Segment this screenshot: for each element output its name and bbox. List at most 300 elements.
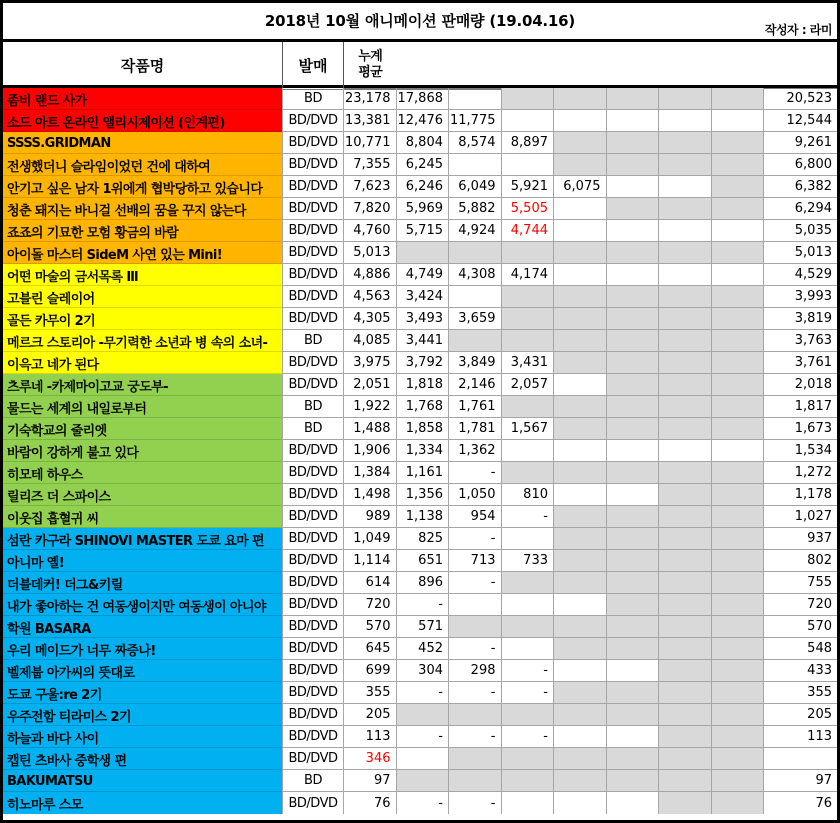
volume-6-cell bbox=[607, 704, 660, 726]
volume-2-cell: 1,161 bbox=[397, 462, 450, 484]
volume-7-cell bbox=[659, 88, 712, 110]
volume-4-cell: 810 bbox=[502, 484, 555, 506]
volume-1-cell: 205 bbox=[344, 704, 397, 726]
volume-5-cell bbox=[554, 132, 607, 154]
volume-2-cell: 3,441 bbox=[397, 330, 450, 352]
title-cell: 물드는 세계의 내일로부터 bbox=[3, 396, 283, 418]
volume-7-cell bbox=[659, 484, 712, 506]
volume-5-cell bbox=[554, 506, 607, 528]
volume-8-cell bbox=[712, 198, 765, 220]
volume-8-cell bbox=[712, 110, 765, 132]
volume-4-cell bbox=[502, 792, 555, 814]
volume-6-cell bbox=[607, 308, 660, 330]
format-cell: BD/DVD bbox=[283, 352, 344, 374]
format-cell: BD/DVD bbox=[283, 154, 344, 176]
volume-8-cell bbox=[712, 462, 765, 484]
total-average-cell: 97 bbox=[764, 770, 837, 792]
volume-2-cell: 1,334 bbox=[397, 440, 450, 462]
total-average-cell: 3,819 bbox=[764, 308, 837, 330]
format-cell: BD/DVD bbox=[283, 176, 344, 198]
volume-7-cell bbox=[659, 264, 712, 286]
volume-4-cell bbox=[502, 462, 555, 484]
volume-3-cell: - bbox=[449, 528, 502, 550]
total-average-cell: 6,294 bbox=[764, 198, 837, 220]
volume-2-cell: 1,138 bbox=[397, 506, 450, 528]
volume-4-cell bbox=[502, 242, 555, 264]
title-cell: 츠루네 -카제마이고교 궁도부- bbox=[3, 374, 283, 396]
volume-8-cell bbox=[712, 594, 765, 616]
volume-5-cell bbox=[554, 396, 607, 418]
author-label: 작성자 : 라미 bbox=[764, 23, 832, 37]
volume-8-cell bbox=[712, 264, 765, 286]
volume-2-cell: 4,749 bbox=[397, 264, 450, 286]
volume-7-cell bbox=[659, 660, 712, 682]
volume-4-cell bbox=[502, 594, 555, 616]
volume-5-cell bbox=[554, 550, 607, 572]
volume-3-cell bbox=[449, 330, 502, 352]
title-cell: 바람이 강하게 불고 있다 bbox=[3, 440, 283, 462]
total-average-cell: 76 bbox=[815, 795, 832, 811]
volume-8-cell bbox=[712, 440, 765, 462]
format-cell: BD/DVD bbox=[283, 242, 344, 264]
volume-3-cell: 298 bbox=[449, 660, 502, 682]
volume-6-cell bbox=[607, 286, 660, 308]
format-cell: BD/DVD bbox=[283, 308, 344, 330]
volume-1-cell: 7,355 bbox=[344, 154, 397, 176]
volume-8-cell bbox=[712, 506, 765, 528]
volume-6-cell bbox=[607, 330, 660, 352]
volume-2-cell: 12,476 bbox=[397, 110, 450, 132]
volume-8-cell bbox=[712, 132, 765, 154]
table-row bbox=[3, 726, 837, 748]
table-row bbox=[3, 88, 837, 110]
table-row bbox=[3, 374, 837, 396]
volume-5-cell bbox=[554, 330, 607, 352]
volume-5-cell bbox=[554, 616, 607, 638]
volume-2-cell: 1,818 bbox=[397, 374, 450, 396]
table-row bbox=[3, 110, 837, 132]
volume-3-cell bbox=[449, 748, 502, 770]
total-average-cell: 20,523 bbox=[764, 88, 837, 110]
volume-2-cell bbox=[397, 748, 450, 770]
title-cell: 우리 메이드가 너무 짜증나! bbox=[3, 638, 283, 660]
table-row bbox=[3, 682, 837, 704]
table-row bbox=[3, 220, 837, 242]
title-cell: 내가 좋아하는 건 여동생이지만 여동생이 아니야 bbox=[3, 594, 283, 616]
title-cell: BAKUMATSU bbox=[3, 770, 283, 792]
volume-1-cell: 989 bbox=[344, 506, 397, 528]
volume-2-cell: 6,245 bbox=[397, 154, 450, 176]
volume-3-cell bbox=[449, 286, 502, 308]
volume-8-cell bbox=[712, 682, 765, 704]
total-label-line2: 평균 bbox=[358, 65, 383, 80]
table-row bbox=[3, 286, 837, 308]
title-cell: 좀비 랜드 사가 bbox=[3, 88, 283, 110]
format-cell: BD/DVD bbox=[283, 660, 344, 682]
volume-5-cell bbox=[554, 638, 607, 660]
format-cell: BD/DVD bbox=[283, 550, 344, 572]
total-average-cell: 755 bbox=[764, 572, 837, 594]
volume-6-cell bbox=[607, 528, 660, 550]
table-row bbox=[3, 638, 837, 660]
volume-2-cell: 3,493 bbox=[397, 308, 450, 330]
volume-7-cell bbox=[659, 110, 712, 132]
table-row bbox=[3, 594, 837, 616]
volume-7-cell bbox=[659, 572, 712, 594]
title-cell: 아이돌 마스터 SideM 사연 있는 Mini! bbox=[3, 242, 283, 264]
volume-4-cell bbox=[502, 88, 555, 110]
table-row bbox=[3, 506, 837, 528]
volume-8-cell bbox=[712, 616, 765, 638]
volume-2-cell: 571 bbox=[397, 616, 450, 638]
volume-2-cell: 5,715 bbox=[397, 220, 450, 242]
volume-2-cell: 1,858 bbox=[397, 418, 450, 440]
volume-1-cell: 346 bbox=[344, 748, 397, 770]
title-cell: 이윽고 네가 된다 bbox=[3, 352, 283, 374]
format-cell: BD/DVD bbox=[283, 572, 344, 594]
volume-3-cell: - bbox=[449, 792, 502, 814]
volume-4-cell: - bbox=[502, 506, 555, 528]
table-body bbox=[3, 88, 837, 814]
title-cell: 우주전함 티라미스 2기 bbox=[3, 704, 283, 726]
volume-1-cell: 1,114 bbox=[344, 550, 397, 572]
format-cell: BD/DVD bbox=[283, 682, 344, 704]
volume-3-cell: - bbox=[449, 572, 502, 594]
title-cell: 도쿄 구울:re 2기 bbox=[3, 682, 283, 704]
total-average-cell: 548 bbox=[764, 638, 837, 660]
volume-6-cell bbox=[607, 110, 660, 132]
title-cell: 하늘과 바다 사이 bbox=[3, 726, 283, 748]
table-row bbox=[3, 418, 837, 440]
total-average-cell: 3,993 bbox=[764, 286, 837, 308]
volume-8-cell bbox=[712, 660, 765, 682]
volume-3-cell: - bbox=[449, 638, 502, 660]
volume-2-cell: - bbox=[397, 594, 450, 616]
volume-3-cell bbox=[449, 154, 502, 176]
volume-2-cell: 452 bbox=[397, 638, 450, 660]
volume-4-cell: 2,057 bbox=[502, 374, 555, 396]
table-row bbox=[3, 572, 837, 594]
volume-4-cell: 4,744 bbox=[502, 220, 555, 242]
volume-7-cell bbox=[659, 308, 712, 330]
volume-4-cell: - bbox=[502, 660, 555, 682]
volume-3-cell: 3,849 bbox=[449, 352, 502, 374]
table-row bbox=[3, 660, 837, 682]
volume-8-cell bbox=[712, 242, 765, 264]
volume-4-cell: 4,174 bbox=[502, 264, 555, 286]
title-cell: 벨제붑 아가씨의 뜻대로 bbox=[3, 660, 283, 682]
volume-2-cell: - bbox=[397, 726, 450, 748]
volume-6-cell bbox=[607, 506, 660, 528]
volume-1-cell: 2,051 bbox=[344, 374, 397, 396]
total-average-cell: 1,534 bbox=[764, 440, 837, 462]
volume-6-cell bbox=[607, 242, 660, 264]
volume-5-cell bbox=[554, 726, 607, 748]
volume-1-cell: 645 bbox=[344, 638, 397, 660]
format-cell: BD/DVD bbox=[283, 792, 344, 814]
volume-7-cell bbox=[659, 792, 712, 814]
title-cell: 기숙학교의 줄리엣 bbox=[3, 418, 283, 440]
volume-7-cell bbox=[659, 550, 712, 572]
volume-4-cell bbox=[502, 286, 555, 308]
volume-5-cell bbox=[554, 418, 607, 440]
volume-7-cell bbox=[659, 616, 712, 638]
volume-3-cell: - bbox=[449, 462, 502, 484]
volume-1-cell: 4,886 bbox=[344, 264, 397, 286]
volume-7-cell bbox=[659, 528, 712, 550]
volume-3-cell: 713 bbox=[449, 550, 502, 572]
format-cell: BD/DVD bbox=[283, 594, 344, 616]
volume-6-cell bbox=[607, 792, 660, 814]
table-row bbox=[3, 154, 837, 176]
total-average-cell: 720 bbox=[764, 594, 837, 616]
volume-3-cell: 4,308 bbox=[449, 264, 502, 286]
volume-8-cell bbox=[712, 638, 765, 660]
total-average-cell: 6,382 bbox=[764, 176, 837, 198]
volume-8-cell bbox=[712, 352, 765, 374]
volume-1-cell: 4,085 bbox=[344, 330, 397, 352]
volume-1-cell: 76 bbox=[344, 792, 397, 814]
volume-3-cell bbox=[449, 616, 502, 638]
volume-6-cell bbox=[607, 396, 660, 418]
format-cell: BD/DVD bbox=[283, 132, 344, 154]
volume-7-cell bbox=[659, 154, 712, 176]
table-row bbox=[3, 176, 837, 198]
title-cell: SSSS.GRIDMAN bbox=[3, 132, 283, 154]
volume-6-cell bbox=[607, 264, 660, 286]
volume-4-cell: - bbox=[502, 726, 555, 748]
page-title: 2018년 10월 애니메이션 판매량 (19.04.16) bbox=[264, 12, 576, 30]
volume-4-cell bbox=[502, 110, 555, 132]
volume-4-cell bbox=[502, 704, 555, 726]
volume-6-cell bbox=[607, 770, 660, 792]
volume-1-cell: 3,975 bbox=[344, 352, 397, 374]
volume-1-cell: 1,384 bbox=[344, 462, 397, 484]
title-cell: 캡틴 츠바사 중학생 편 bbox=[3, 748, 283, 770]
volume-2-cell bbox=[397, 704, 450, 726]
volume-7-cell bbox=[659, 638, 712, 660]
volume-8-cell bbox=[712, 88, 765, 110]
volume-1-cell: 570 bbox=[344, 616, 397, 638]
volume-3-cell: 1,050 bbox=[449, 484, 502, 506]
volume-5-cell bbox=[554, 572, 607, 594]
volume-2-cell: 8,804 bbox=[397, 132, 450, 154]
volume-6-cell bbox=[607, 154, 660, 176]
volume-3-cell: 8,574 bbox=[449, 132, 502, 154]
total-average-cell: 9,261 bbox=[764, 132, 837, 154]
total-average-cell: 113 bbox=[764, 726, 837, 748]
total-average-cell: 1,272 bbox=[764, 462, 837, 484]
volume-5-cell bbox=[554, 594, 607, 616]
volume-3-cell: 5,882 bbox=[449, 198, 502, 220]
format-cell: BD/DVD bbox=[283, 748, 344, 770]
format-cell: BD/DVD bbox=[283, 616, 344, 638]
format-cell: BD bbox=[283, 88, 344, 110]
volume-7-cell bbox=[659, 748, 712, 770]
volume-5-cell bbox=[554, 374, 607, 396]
volume-5-cell bbox=[554, 198, 607, 220]
volume-8-cell bbox=[712, 572, 765, 594]
volume-3-cell: 6,049 bbox=[449, 176, 502, 198]
volume-4-cell bbox=[502, 440, 555, 462]
total-average-cell: 1,817 bbox=[764, 396, 837, 418]
volume-5-cell bbox=[554, 660, 607, 682]
volume-5-cell bbox=[554, 770, 607, 792]
volume-7-cell bbox=[659, 726, 712, 748]
volume-8-cell bbox=[712, 374, 765, 396]
format-cell: BD/DVD bbox=[283, 440, 344, 462]
volume-8-cell bbox=[712, 396, 765, 418]
volume-6-cell bbox=[607, 220, 660, 242]
volume-8-cell bbox=[712, 220, 765, 242]
volume-3-cell: 1,781 bbox=[449, 418, 502, 440]
volume-8-cell bbox=[712, 484, 765, 506]
volume-5-cell bbox=[554, 462, 607, 484]
volume-4-cell bbox=[502, 572, 555, 594]
volume-6-cell bbox=[607, 462, 660, 484]
volume-3-cell: 4,924 bbox=[449, 220, 502, 242]
volume-8-cell bbox=[712, 176, 765, 198]
total-average-cell: 12,544 bbox=[764, 110, 837, 132]
volume-4-cell bbox=[502, 396, 555, 418]
volume-1-cell: 720 bbox=[344, 594, 397, 616]
volume-6-cell bbox=[607, 374, 660, 396]
volume-3-cell: 1,362 bbox=[449, 440, 502, 462]
volume-4-cell bbox=[502, 154, 555, 176]
volume-3-cell bbox=[449, 242, 502, 264]
title-cell: 더블데커! 더그&키릴 bbox=[3, 572, 283, 594]
volume-7-cell bbox=[659, 396, 712, 418]
volume-8-cell bbox=[712, 154, 765, 176]
volume-6-cell bbox=[607, 748, 660, 770]
total-average-cell: 355 bbox=[764, 682, 837, 704]
volume-4-cell bbox=[502, 330, 555, 352]
volume-3-cell bbox=[449, 704, 502, 726]
table-row bbox=[3, 352, 837, 374]
volume-8-cell bbox=[712, 528, 765, 550]
volume-3-cell: - bbox=[449, 726, 502, 748]
col-header-title: 작품명 bbox=[3, 42, 283, 88]
col-header-total-average bbox=[344, 42, 397, 88]
volume-5-cell bbox=[554, 88, 607, 110]
format-cell: BD/DVD bbox=[283, 220, 344, 242]
total-average-cell: 1,027 bbox=[764, 506, 837, 528]
volume-7-cell bbox=[659, 132, 712, 154]
volume-5-cell bbox=[554, 484, 607, 506]
table-row bbox=[3, 528, 837, 550]
format-cell: BD/DVD bbox=[283, 286, 344, 308]
volume-8-cell bbox=[712, 330, 765, 352]
col-header-format: 발매 bbox=[283, 42, 344, 88]
format-cell: BD/DVD bbox=[283, 484, 344, 506]
table-row bbox=[3, 704, 837, 726]
volume-3-cell: 3,659 bbox=[449, 308, 502, 330]
format-cell: BD bbox=[283, 330, 344, 352]
volume-5-cell bbox=[554, 704, 607, 726]
title-cell: 어떤 마술의 금서목록 Ⅲ bbox=[3, 264, 283, 286]
volume-4-cell: 3,431 bbox=[502, 352, 555, 374]
title-cell: 릴리즈 더 스파이스 bbox=[3, 484, 283, 506]
volume-1-cell: 4,563 bbox=[344, 286, 397, 308]
title-cell: 섬란 카구라 SHINOVI MASTER 도쿄 요마 편 bbox=[3, 528, 283, 550]
format-cell: BD bbox=[283, 770, 344, 792]
total-average-cell: 802 bbox=[764, 550, 837, 572]
volume-6-cell bbox=[607, 198, 660, 220]
volume-8-cell bbox=[712, 748, 765, 770]
volume-8-cell bbox=[712, 308, 765, 330]
total-average-cell: 4,529 bbox=[764, 264, 837, 286]
format-cell: BD/DVD bbox=[283, 198, 344, 220]
volume-7-cell bbox=[659, 176, 712, 198]
volume-6-cell bbox=[607, 594, 660, 616]
volume-4-cell: 8,897 bbox=[502, 132, 555, 154]
volume-3-cell: 954 bbox=[449, 506, 502, 528]
volume-4-cell bbox=[502, 616, 555, 638]
total-average-cell: 205 bbox=[764, 704, 837, 726]
volume-7-cell bbox=[659, 242, 712, 264]
volume-4-cell: 733 bbox=[502, 550, 555, 572]
volume-7-cell bbox=[659, 594, 712, 616]
volume-4-cell: 1,567 bbox=[502, 418, 555, 440]
volume-2-cell: 17,868 bbox=[397, 88, 450, 110]
table-row bbox=[3, 462, 837, 484]
volume-1-cell: 23,178 bbox=[344, 88, 397, 110]
volume-7-cell bbox=[659, 440, 712, 462]
table-row bbox=[3, 770, 837, 792]
title-cell: 전생했더니 슬라임이었던 건에 대하여 bbox=[3, 154, 283, 176]
volume-4-cell: 5,505 bbox=[502, 198, 555, 220]
volume-2-cell: 304 bbox=[397, 660, 450, 682]
title-cell: 소드 아트 온라인 앨리시제이션 (인계편) bbox=[3, 110, 283, 132]
volume-6-cell bbox=[607, 132, 660, 154]
volume-1-cell: 355 bbox=[344, 682, 397, 704]
volume-7-cell bbox=[659, 220, 712, 242]
volume-6-cell bbox=[607, 88, 660, 110]
title-cell: 골든 카무이 2기 bbox=[3, 308, 283, 330]
table-row bbox=[3, 308, 837, 330]
format-cell: BD/DVD bbox=[283, 506, 344, 528]
volume-6-cell bbox=[607, 550, 660, 572]
volume-3-cell bbox=[449, 770, 502, 792]
volume-3-cell: 11,775 bbox=[449, 110, 502, 132]
volume-1-cell: 13,381 bbox=[344, 110, 397, 132]
volume-4-cell bbox=[502, 748, 555, 770]
format-cell: BD bbox=[283, 396, 344, 418]
volume-2-cell: 651 bbox=[397, 550, 450, 572]
volume-7-cell bbox=[659, 330, 712, 352]
volume-1-cell: 1,906 bbox=[344, 440, 397, 462]
table-row bbox=[3, 550, 837, 572]
volume-1-cell: 4,760 bbox=[344, 220, 397, 242]
total-average-cell: 5,013 bbox=[764, 242, 837, 264]
volume-1-cell: 1,498 bbox=[344, 484, 397, 506]
volume-7-cell bbox=[659, 198, 712, 220]
volume-5-cell bbox=[554, 242, 607, 264]
volume-7-cell bbox=[659, 374, 712, 396]
total-average-cell: 1,178 bbox=[764, 484, 837, 506]
volume-6-cell bbox=[607, 660, 660, 682]
total-average-cell: 2,018 bbox=[764, 374, 837, 396]
volume-5-cell bbox=[554, 528, 607, 550]
volume-3-cell bbox=[449, 88, 502, 110]
volume-7-cell bbox=[659, 682, 712, 704]
table-row bbox=[3, 264, 837, 286]
format-cell: BD/DVD bbox=[283, 374, 344, 396]
volume-7-cell bbox=[659, 418, 712, 440]
volume-2-cell: - bbox=[397, 682, 450, 704]
volume-6-cell bbox=[607, 176, 660, 198]
volume-1-cell: 4,305 bbox=[344, 308, 397, 330]
